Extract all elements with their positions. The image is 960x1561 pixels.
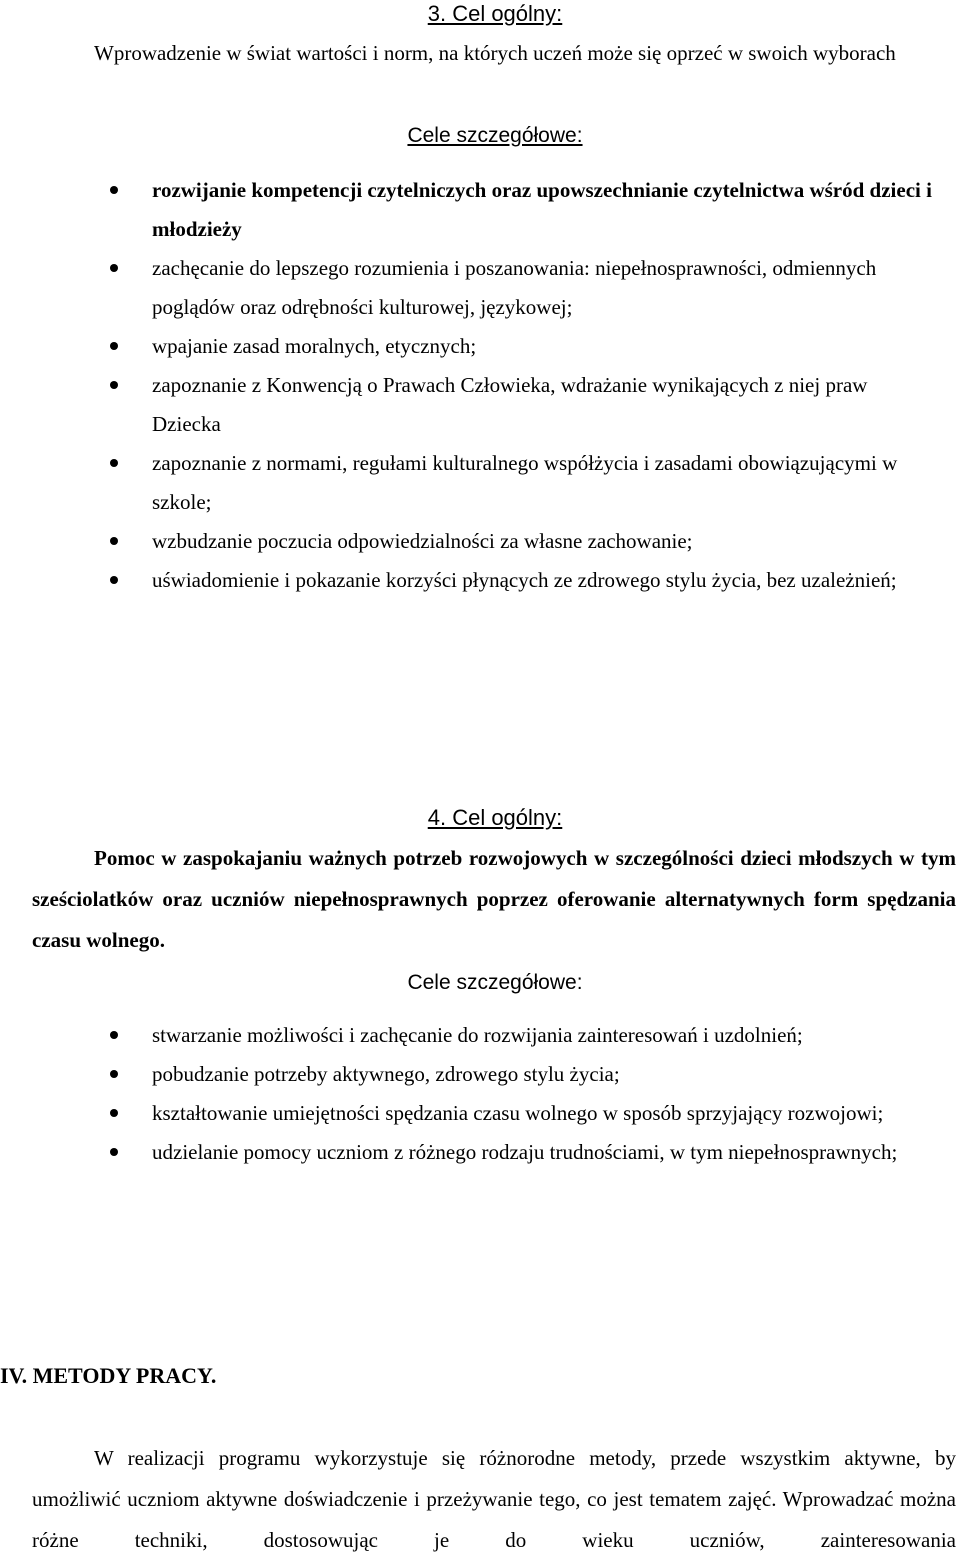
list-item: wzbudzanie poczucia odpowiedzialności za własne zachowanie; — [0, 522, 960, 561]
bullet-icon — [110, 186, 118, 194]
list-item: stwarzanie możliwości i zachęcanie do rozwijania zainteresowań i uzdolnień; — [0, 1016, 960, 1055]
bullet-icon — [110, 537, 118, 545]
goal-3-heading: 3. Cel ogólny: — [427, 1, 563, 26]
bullet-icon — [110, 576, 118, 584]
goal-4-list — [0, 1016, 960, 1172]
bullet-icon — [110, 342, 118, 350]
bullet-icon — [110, 1070, 118, 1078]
list-item: rozwijanie kompetencji czytelniczych oraz upowszechnianie czytelnictwa wśród dzieci i młodzieży — [0, 171, 960, 249]
list-item: uświadomienie i pokazanie korzyści płynących ze zdrowego stylu życia, bez uzależnień; — [0, 561, 960, 600]
goal-4-heading: 4. Cel ogólny: — [427, 805, 563, 830]
methods-paragraph: W realizacji programu wykorzystuje się różnorodne metody, przede wszystkim aktywne, by umożliwić uczniom aktywne doświadczenie i przeżywanie tego, co jest tematem zajęć. Wprowadzać można różne techniki, dostosowując je do wieku uczniów, zainteresowania — [32, 1446, 956, 1552]
goal-3-text: Wprowadzenie w świat wartości i norm, na których uczeń może się oprzeć w swoich wyborach — [94, 41, 896, 65]
bullet-icon — [110, 459, 118, 467]
list-item: zapoznanie z Konwencją o Prawach Człowieka, wdrażanie wynikających z niej praw Dziecka — [0, 366, 960, 444]
list-item: kształtowanie umiejętności spędzania czasu wolnego w sposób sprzyjający rozwojowi; — [0, 1094, 960, 1133]
section-heading: IV. METODY PRACY. — [0, 1363, 217, 1388]
goal-4-text: Pomoc w zaspokajaniu ważnych potrzeb rozwojowych w szczególności dzieci młodszych w tym sześciolatków oraz uczniów niepełnosprawnych poprzez oferowanie alternatywnych form spędzania czasu wolnego. — [32, 846, 956, 952]
goal-3-list — [0, 171, 960, 600]
list-item: zapoznanie z normami, regułami kulturalnego współżycia i zasadami obowiązującymi w szkole; — [0, 444, 960, 522]
bullet-icon — [110, 1148, 118, 1156]
goal-3-sub-heading: Cele szczegółowe: — [407, 124, 583, 147]
bullet-icon — [110, 1031, 118, 1039]
goal-4-sub-heading: Cele szczegółowe: — [407, 971, 583, 994]
bullet-icon — [110, 1109, 118, 1117]
list-item: wpajanie zasad moralnych, etycznych; — [0, 327, 960, 366]
bullet-icon — [110, 381, 118, 389]
list-item: pobudzanie potrzeby aktywnego, zdrowego stylu życia; — [0, 1055, 960, 1094]
list-item: udzielanie pomocy uczniom z różnego rodzaju trudnościami, w tym niepełnosprawnych; — [0, 1133, 960, 1172]
list-item: zachęcanie do lepszego rozumienia i poszanowania: niepełnosprawności, odmiennych poglądów oraz odrębności kulturowej, językowej; — [0, 249, 960, 327]
bullet-icon — [110, 264, 118, 272]
